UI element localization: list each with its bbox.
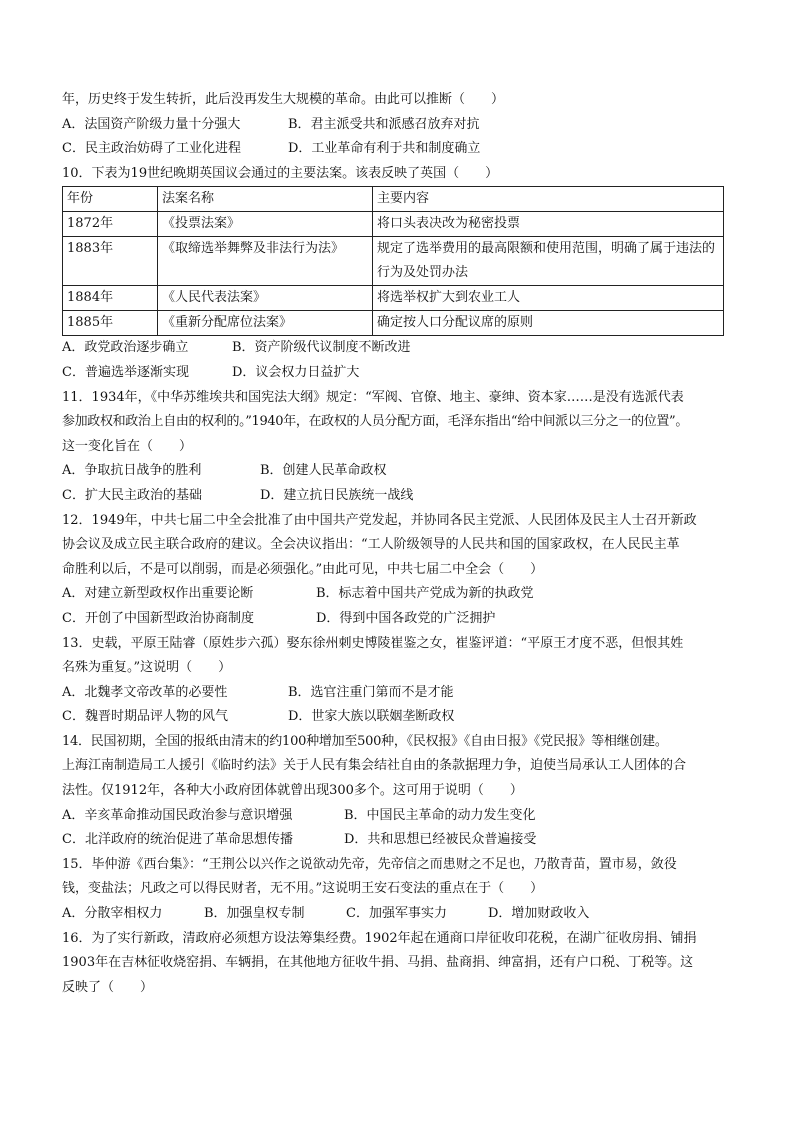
table-cell: 1872年 — [63, 212, 158, 237]
table-header-row — [63, 187, 724, 212]
q14-options-row2 — [62, 828, 734, 853]
q15-stem-line2: 钱，变盐法；凡政之可以得民财者，无不用。”这说明王安石变法的重点在于（ ） — [62, 881, 544, 897]
q12-options-row1 — [62, 582, 734, 607]
q11-option-b: B．创建人民革命政权 — [260, 463, 387, 479]
q13-option-c: C．魏晋时期品评人物的风气 — [62, 709, 228, 725]
q11-option-c: C．扩大民主政治的基础 — [62, 487, 202, 503]
table-cell: 1884年 — [63, 286, 158, 311]
q10-option-d: D．议会权力日益扩大 — [232, 364, 360, 380]
q13-option-d: D．世家大族以联姻垄断政权 — [288, 709, 455, 725]
q15-options-row — [62, 902, 734, 927]
q16-stem-line2: 1903年在吉林征收烧窑捐、车辆捐，在其他地方征收牛捐、马捐、盐商捐、绅富捐，还有户口税、丁税等。这 — [62, 955, 694, 971]
q11-stem-line3: 这一变化旨在（ ） — [62, 438, 193, 454]
table-header-content: 主要内容 — [373, 187, 724, 212]
table-cell: 将口头表决改为秘密投票 — [373, 212, 724, 237]
q13-option-b: B．选官注重门第而不是才能 — [288, 684, 454, 700]
table-cell: 规定了选举费用的最高限额和使用范围，明确了属于违法的行为及处罚办法 — [373, 237, 724, 286]
q14-option-c: C．北洋政府的统治促进了革命思想传播 — [62, 832, 293, 848]
q11-stem-line1: 11．1934年，《中华苏维埃共和国宪法大纲》规定：“军阀、官僚、地主、豪绅、资本家……是没有选派代表 — [62, 389, 684, 405]
q11-option-d: D．建立抗日民族统一战线 — [260, 487, 414, 503]
q12-option-d: D．得到中国各政党的广泛拥护 — [316, 610, 496, 626]
table-header-name: 法案名称 — [158, 187, 373, 212]
q12-option-a: A．对建立新型政权作出重要论断 — [62, 586, 254, 602]
q9-option-b: B．君主派受共和派感召放弃对抗 — [288, 116, 480, 132]
q9-option-a: A．法国资产阶级力量十分强大 — [62, 116, 241, 132]
table-row — [63, 311, 724, 336]
q10-option-b: B．资产阶级代议制度不断改进 — [232, 340, 411, 356]
q14-option-a: A．辛亥革命推动国民政治参与意识增强 — [62, 807, 293, 823]
q13-options-row2 — [62, 705, 734, 730]
q10-option-a: A．政党政治逐步确立 — [62, 340, 189, 356]
q14-stem-line3: 法性。仅1912年，各种大小政府团体就曾出现300多个。这可用于说明（ ） — [62, 783, 523, 799]
q12-option-b: B．标志着中国共产党成为新的执政党 — [316, 586, 534, 602]
q9-options-row2 — [62, 137, 734, 162]
table-row — [63, 212, 724, 237]
q16-stem-line1: 16．为了实行新政，清政府必须想方设法筹集经费。1902年起在通商口岸征收印花税，在湖广征收房捐、铺捐 — [62, 930, 697, 946]
table-cell: 《人民代表法案》 — [158, 286, 373, 311]
q10-options-row1 — [62, 336, 734, 361]
q14-option-b: B．中国民主革命的动力发生变化 — [344, 807, 536, 823]
q12-stem-line2: 协会议及成立民主联合政府的建议。全会决议指出：“工人阶级领导的人民共和国的国家政权，在人民民主革 — [62, 537, 680, 553]
q13-options-row1 — [62, 681, 734, 706]
q9-option-c: C．民主政治妨碍了工业化进程 — [62, 141, 241, 157]
q15-option-c: C．加强军事实力 — [346, 906, 447, 922]
exam-page — [62, 88, 734, 1000]
q10-option-c: C．普遍选举逐渐实现 — [62, 364, 189, 380]
q9-option-d: D．工业革命有利于共和制度确立 — [288, 141, 481, 157]
q12-options-row2 — [62, 607, 734, 632]
table-cell: 《投票法案》 — [158, 212, 373, 237]
table-cell: 1883年 — [63, 237, 158, 286]
q14-option-d: D．共和思想已经被民众普遍接受 — [344, 832, 537, 848]
q14-stem-line2: 上海江南制造局工人援引《临时约法》关于人民有集会结社自由的条款据理力争，迫使当局承认工人团体的合 — [62, 758, 687, 774]
q10-stem: 10．下表为19世纪晚期英国议会通过的主要法案。该表反映了英国（ ） — [62, 165, 499, 181]
q13-stem-line2: 名殊为重复。”这说明（ ） — [62, 660, 232, 676]
table-cell: 《取缔选举舞弊及非法行为法》 — [158, 237, 373, 286]
table-row — [63, 237, 724, 286]
q15-option-b: B．加强皇权专制 — [204, 906, 305, 922]
q13-stem-line1: 13．史载，平原王陆睿（原姓步六孤）娶东徐州刺史博陵崔鉴之女，崔鉴评道：“平原王才度不恶，但恨其姓 — [62, 635, 684, 651]
q15-stem-line1: 15．毕仲游《西台集》：“王荆公以兴作之说欲动先帝，先帝信之而患财之不足也，乃散青苗，置市易，敛役 — [62, 856, 677, 872]
q15-option-a: A．分散宰相权力 — [62, 906, 163, 922]
q14-stem-line1: 14．民国初期，全国的报纸由清末的约100种增加至500种，《民权报》《自由日报》《党民报》等相继创建。 — [62, 733, 668, 749]
q14-options-row1 — [62, 804, 734, 829]
q13-option-a: A．北魏孝文帝改革的必要性 — [62, 684, 228, 700]
table-cell: 《重新分配席位法案》 — [158, 311, 373, 336]
q10-law-table — [62, 186, 724, 336]
q12-option-c: C．开创了中国新型政治协商制度 — [62, 610, 254, 626]
q12-stem-line1: 12．1949年，中共七届二中全会批准了由中国共产党发起，并协同各民主党派、人民团体及民主人士召开新政 — [62, 512, 697, 528]
q11-options-row2 — [62, 484, 734, 509]
q9-stem-tail: 年，历史终于发生转折，此后没再发生大规模的革命。由此可以推断（ ） — [62, 92, 505, 107]
q9-options-row1 — [62, 113, 734, 138]
table-row — [63, 286, 724, 311]
q16-stem-line3: 反映了（ ） — [62, 979, 154, 995]
q15-option-d: D．增加财政收入 — [488, 906, 590, 922]
q11-options-row1 — [62, 459, 734, 484]
table-cell: 确定按人口分配议席的原则 — [373, 311, 724, 336]
table-cell: 将选举权扩大到农业工人 — [373, 286, 724, 311]
table-cell: 1885年 — [63, 311, 158, 336]
q12-stem-line3: 命胜利以后，不是可以削弱，而是必须强化。”由此可见，中共七届二中全会（ ） — [62, 561, 544, 577]
table-header-year: 年份 — [63, 187, 158, 212]
q10-options-row2 — [62, 361, 734, 386]
q11-stem-line2: 参加政权和政治上自由的权利的。”1940年，在政权的人员分配方面，毛泽东指出“给中间派以三分之一的位置”。 — [62, 414, 688, 430]
q11-option-a: A．争取抗日战争的胜利 — [62, 463, 202, 479]
